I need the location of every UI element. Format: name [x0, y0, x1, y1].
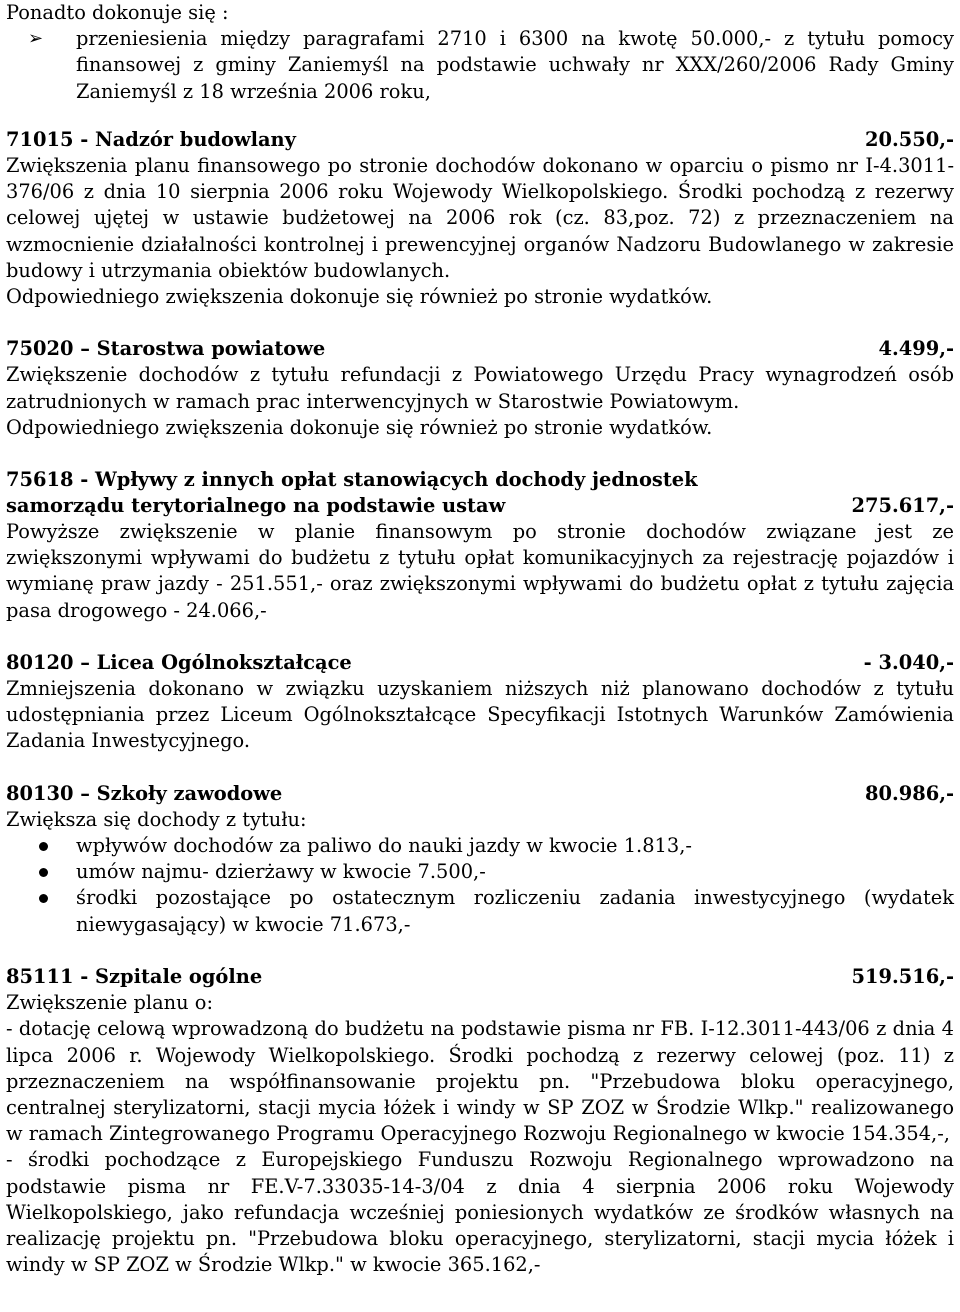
section-80130: [6, 781, 954, 938]
arrow-bullet-icon: ➢: [28, 28, 44, 50]
section-title: 80130 – Szkoły zawodowe: [6, 781, 283, 805]
list-item-text: wpływów dochodów za paliwo do nauki jazdy w kwocie 1.813,-: [76, 834, 692, 858]
list-item: [6, 833, 954, 859]
section-heading: [6, 127, 954, 153]
section-text-2: - środki pochodzące z Europejskiego Funduszu Rozwoju Regionalnego wprowadzono na podstawie pisma nr FE.V-7.33035-14-3/04 z dnia 4 sierpnia 2006 roku Wojewody Wielkopolskiego, jako refundacja wcześniej poniesionych wydatków ze środków własnych na realizację projektu pn. "Przebudowa bloku operacyjnego, sterylizatorni, stacji mycia łóżek i windy w SP ZOZ w Środzie Wlkp." w kwocie 365.162,-: [6, 1148, 954, 1277]
section-heading: [6, 964, 954, 990]
section-text: Zwiększenia planu finansowego po stronie dochodów dokonano w oparciu o pismo nr I-4.3011-376/06 z dnia 10 sierpnia 2006 roku Wojewody Wielkopolskiego. Środki pochodzą z rezerwy celowej ujętej w ustawie budżetowej na 2006 rok (cz. 83,poz. 72) z przeznaczeniem na wzmocnienie działalności kontrolnej i prewencyjnej organów Nadzoru Budowlanego w zakresie budowy i utrzymania obiektów budowlanych.: [6, 154, 954, 282]
section-amount: - 3.040,-: [863, 650, 954, 674]
section-intro: Zwiększa się dochody z tytułu:: [6, 807, 307, 831]
section-heading: [6, 781, 954, 807]
income-list: [6, 833, 954, 938]
list-item-text: środki pozostające po ostatecznym rozliczeniu zadania inwestycyjnego (wydatek niewygasający) w kwocie 71.673,-: [76, 886, 954, 936]
section-80120: [6, 650, 954, 755]
section-text: - dotację celową wprowadzoną do budżetu na podstawie pisma nr FB. I-12.3011-443/06 z dnia 4 lipca 2006 r. Wojewody Wielkopolskiego. Środki pochodzą z rezerwy celowej (poz. 11) z przeznaczeniem na współfinansowanie projektu pn. "Przebudowa bloku operacyjnego, centralnej sterylizatorni, stacji mycia łóżek i windy w SP ZOZ w Środzie Wlkp." realizowanego w ramach Zintegrowanego Programu Operacyjnego Rozwoju Regionalnego w kwocie 154.354,-,: [6, 1017, 954, 1146]
section-amount: 80.986,-: [864, 781, 954, 805]
section-heading: [6, 650, 954, 676]
section-75618: [6, 467, 954, 624]
section-text: Powyższe zwiększenie w planie finansowym po stronie dochodów związane jest ze zwiększonymi wpływami do budżetu z tytułu opłat komunikacyjnych za rejestrację pojazdów i wymianę praw jazdy - 251.551,- oraz zwiększonymi wpływami do budżetu opłat z tytułu zajęcia pasa drogowego - 24.066,-: [6, 520, 954, 622]
list-item-text: umów najmu- dzierżawy w kwocie 7.500,-: [76, 860, 486, 884]
section-71015: [6, 127, 954, 310]
section-text: Zwiększenie dochodów z tytułu refundacji z Powiatowego Urzędu Pracy wynagrodzeń osób zatrudnionych w ramach prac interwencyjnych w Starostwie Powiatowym.: [6, 363, 954, 413]
section-amount: 20.550,-: [864, 127, 954, 151]
section-amount: 519.516,-: [851, 964, 954, 988]
section-heading: [6, 467, 954, 519]
section-75020: [6, 336, 954, 441]
section-title-line-2: samorządu terytorialnego na podstawie ustaw: [6, 494, 506, 518]
round-bullet-icon: [39, 894, 48, 903]
list-item: [6, 885, 954, 937]
section-heading: [6, 336, 954, 362]
section-amount: 4.499,-: [878, 337, 954, 361]
section-title: 80120 – Licea Ogólnokształcące: [6, 650, 352, 674]
transfer-list: [6, 26, 954, 105]
round-bullet-icon: [39, 868, 48, 877]
section-85111: [6, 964, 954, 1278]
section-title: 71015 - Nadzór budowlany: [6, 127, 296, 151]
section-title: 75020 – Starostwa powiatowe: [6, 337, 326, 361]
section-title: 85111 - Szpitale ogólne: [6, 964, 263, 988]
round-bullet-icon: [39, 842, 48, 851]
transfer-item-text: przeniesienia między paragrafami 2710 i 6300 na kwotę 50.000,- z tytułu pomocy finansowej z gminy Zaniemyśl na podstawie uchwały nr XXX/260/2006 Rady Gminy Zaniemyśl z 18 września 2006 roku,: [76, 27, 954, 103]
section-text-2: Odpowiedniego zwiększenia dokonuje się również po stronie wydatków.: [6, 415, 713, 439]
list-item: [6, 859, 954, 885]
section-title-line-1: 75618 - Wpływy z innych opłat stanowiących dochody jednostek: [6, 468, 698, 492]
section-text: Zmniejszenia dokonano w związku uzyskaniem niższych niż planowano dochodów z tytułu udostępniania przez Liceum Ogólnokształcące Specyfikacji Istotnych Warunków Zamówienia Zadania Inwestycyjnego.: [6, 677, 954, 753]
section-text-2: Odpowiedniego zwiększenia dokonuje się również po stronie wydatków.: [6, 285, 713, 309]
list-item: [6, 26, 954, 105]
intro-text: Ponadto dokonuje się :: [6, 1, 229, 24]
section-amount: 275.617,-: [851, 494, 954, 518]
section-intro: Zwiększenie planu o:: [6, 991, 213, 1015]
